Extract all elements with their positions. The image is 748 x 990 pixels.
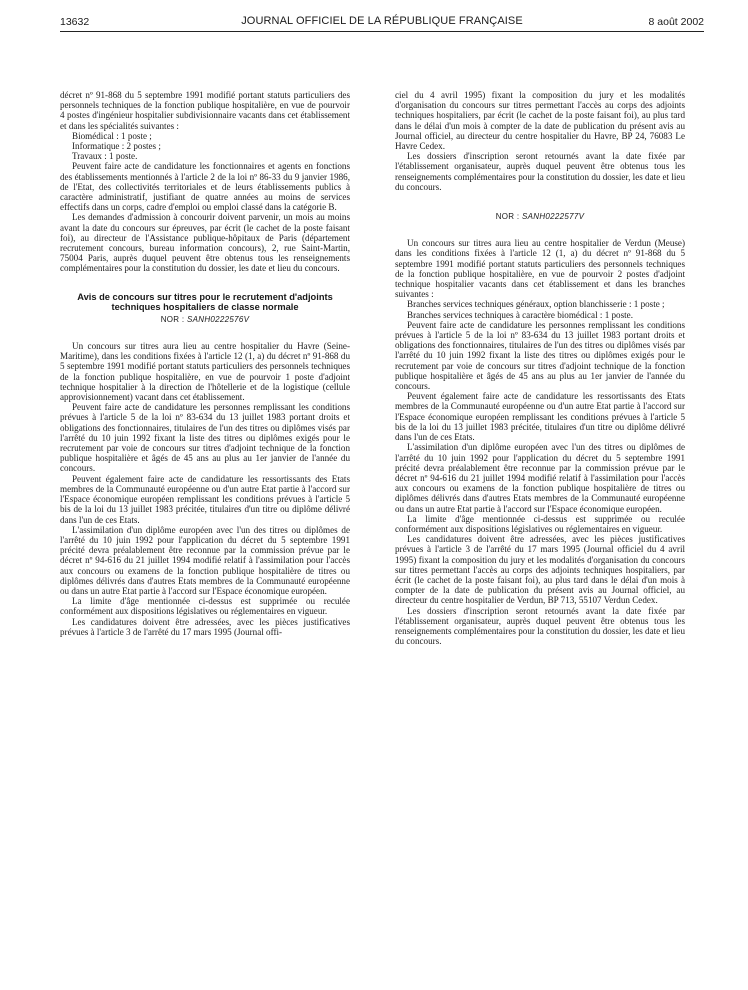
paragraph: Les dossiers d'inscription seront retournés avant la date fixée par l'établissement organisateur, auprès duquel peuvent être obtenus tous les renseignements complémentaires pour la constitution du dossier, les date et lieu du concours. [395,151,685,192]
paragraph: L'assimilation d'un diplôme européen avec l'un des titres ou diplômes de l'arrêté du 10 juin 1992 pour l'application du décret du 5 septembre 1991 précité devra préalablement être reconnue par la commission prévue par le décret nº 94-616 du 21 juillet 1994 modifié relatif à l'assimilation pour l'accès aux concours ou examens de la fonction publique hospitalière de titres ou diplômes délivrés dans d'autres Etats membres de la Communauté européenne ou dans un autre Etat partie à l'accord sur l'Espace économique européen. [395,442,685,514]
nor-reference [60,315,350,325]
paragraph: Peuvent faire acte de candidature les personnes remplissant les conditions prévues à l'article 5 de la loi nº 83-634 du 13 juillet 1983 portant droits et obligations des fonctionnaires, titulaires de l'un des titres ou diplômes visés par l'arrêté du 10 juin 1992 fixant la liste des titres ou diplômes exigés pour le recrutement par voie de concours sur titres d'adjoint technique de la fonction publique hospitalière et âgés de 45 ans au plus au 1er janvier de l'année du concours. [395,319,685,392]
paragraph: Les demandes d'admission à concourir doivent parvenir, un mois au moins avant la date du concours sur épreuves, par écrit (le cachet de la poste faisant foi), au directeur de l'Assistance publique-hôpitaux de Paris (département recrutement concours, bureau information concours), 2, rue Saint-Martin, 75004 Paris, auprès duquel peuvent être obtenus tous les renseignements complémentaires pour la constitution du dossier, les date et lieu du concours. [60,212,350,274]
paragraph: L'assimilation d'un diplôme européen avec l'un des titres ou diplômes de l'arrêté du 10 juin 1992 pour l'application du décret du 5 septembre 1991 précité devra préalablement être reconnue par la commission prévue par le décret nº 94-616 du 21 juillet 1994 modifié relatif à l'assimilation pour l'accès aux concours ou examens de la fonction publique hospitalière de titres ou diplômes délivrés dans d'autres Etats membres de la Communauté européenne ou dans un autre Etat partie à l'accord sur l'Espace économique européen. [60,524,350,596]
paragraph: Branches services techniques généraux, option blanchisserie : 1 poste ; [407,299,665,310]
paragraph: Les dossiers d'inscription seront retournés avant la date fixée par l'établissement organisateur, auprès duquel peuvent être obtenus tous les renseignements complémentaires pour la constitution du dossier, les date et lieu du concours. [395,605,685,647]
spacer [60,274,350,292]
list-item: Biomédical : 1 poste ; [72,130,152,141]
paragraph: Les candidatures doivent être adressées, avec les pièces justificatives prévues à l'article 3 de l'arrêté du 17 mars 1995 (Journal offi- [60,616,350,637]
paragraph: ciel du 4 avril 1995) fixant la composition du jury et les modalités d'organisation du concours sur titres permettant l'accès au corps des adjoints techniques hospitaliers, par écrit (le cachet de la poste faisant foi), au plus tard dans le délai d'un mois à compter de la date de publication du présent avis au Journal officiel, au directeur du centre hospitalier du Havre, BP 24, 76083 Le Havre Cedex. [395,90,685,152]
paragraph: Branches services techniques à caractère biomédical : 1 poste. [407,309,633,320]
paragraph: décret nº 91-868 du 5 septembre 1991 modifié portant statuts particuliers des personnels techniques de la fonction publique hospitalière, en vue de pourvoir 4 postes d'ingénieur hospitalier subdivisionnaire vacants dans cet établissement et dans les spécialités suivantes : [60,90,350,131]
paragraph: Un concours sur titres aura lieu au centre hospitalier de Verdun (Meuse) dans les conditions fixées à l'article 12 (1, a) du décret nº 91-868 du 5 septembre 1991 modifié portant statuts particuliers des personnels techniques de la fonction publique hospitalière, en vue de pourvoir 2 postes d'adjoint technique hospitalier vacants dans cet établissement et dans les branches suivantes : [395,238,685,300]
list-item: Travaux : 1 poste. [72,151,138,162]
nor-label: NOR : [495,212,520,222]
spacer [395,192,685,210]
paragraph: La limite d'âge mentionnée ci-dessus est supprimée ou reculée conformément aux dispositions législatives ou réglementaires en vigueur. [395,513,685,534]
paragraph: Les candidatures doivent être adressées, avec les pièces justificatives prévues à l'article 3 de l'arrêté du 17 mars 1995 (Journal officiel du 4 avril 1995) fixant la composition du jury et les modalités d'organisation du concours sur titres permettant l'accès au corps des adjoints techniques hospitaliers, par écrit (le cachet de la poste faisant foi), au plus tard dans le délai d'un mois à compter de la date de publication du présent avis au Journal officiel, au directeur du centre hospitalier de Verdun, BP 713, 55107 Verdun Cedex. [395,534,685,606]
paragraph: Peuvent également faire acte de candidature les ressortissants des Etats membres de la Communauté européenne ou d'un autre Etat partie à l'accord sur l'Espace économique européen remplissant les conditions prévues à l'article 5 bis de la loi du 13 juillet 1983 précitée, titulaires d'un titre ou diplôme délivré dans l'un de ces Etats. [60,473,350,525]
paragraph: Peuvent également faire acte de candidature les ressortissants des Etats membres de la Communauté européenne ou d'un autre Etat partie à l'accord sur l'Espace économique européen remplissant les conditions prévues à l'article 5 bis de la loi du 13 juillet 1983 précitée, titulaires d'un titre ou diplôme délivré dans l'un de ces Etats. [395,391,685,443]
publication-date: 8 août 2002 [648,16,704,28]
page-number: 13632 [60,16,90,28]
header-rule [60,31,704,32]
right-column [395,90,685,950]
journal-title: JOURNAL OFFICIEL DE LA RÉPUBLIQUE FRANÇAISE [241,15,523,27]
nor-code: SANH0222576V [186,314,250,324]
spacer [395,224,685,238]
paragraph: La limite d'âge mentionnée ci-dessus est supprimée ou reculée conformément aux dispositions législatives ou réglementaires en vigueur. [60,596,350,617]
nor-reference [395,212,685,222]
nor-code: SANH0222577V [521,212,585,222]
page-header [60,12,704,30]
paragraph: Peuvent faire acte de candidature les fonctionnaires et agents en fonctions des établissements mentionnés à l'article 2 de la loi nº 86-33 du 9 janvier 1986, de l'Etat, des collectivités territoriales et de leurs établissements publics à caractère administratif, justifiant de quatre années au moins de services effectifs dans un corps, cadre d'emploi ou emploi classé dans la catégorie B. [60,161,350,213]
list-item: Informatique : 2 postes ; [72,141,161,152]
notice-title: Avis de concours sur titres pour le recrutement d'adjoints techniques hospitaliers de classe normale [77,291,333,313]
spacer [60,327,350,341]
nor-label: NOR : [160,314,185,324]
paragraph: Peuvent faire acte de candidature les personnes remplissant les conditions prévues à l'article 5 de la loi nº 83-634 du 13 juillet 1983 portant droits et obligations des fonctionnaires, titulaires de l'un des titres ou diplômes visés par l'arrêté du 10 juin 1992 fixant la liste des titres ou diplômes exigés pour le recrutement par voie de concours sur titres d'adjoint technique de la fonction publique hospitalière et âgés de 45 ans au plus au 1er janvier de l'année du concours. [60,402,350,474]
left-column [60,90,350,950]
paragraph: Un concours sur titres aura lieu au centre hospitalier du Havre (Seine-Maritime), dans les conditions fixées à l'article 12 (1, a) du décret nº 91-868 du 5 septembre 1991 modifié portant statuts particuliers des personnels techniques de la fonction publique hospitalière, en vue de pourvoir 1 poste d'adjoint technique hospitalier à la direction de l'hôtellerie et de la logistique (cellule approvisionnement) vacant dans cet établissement. [60,341,350,403]
